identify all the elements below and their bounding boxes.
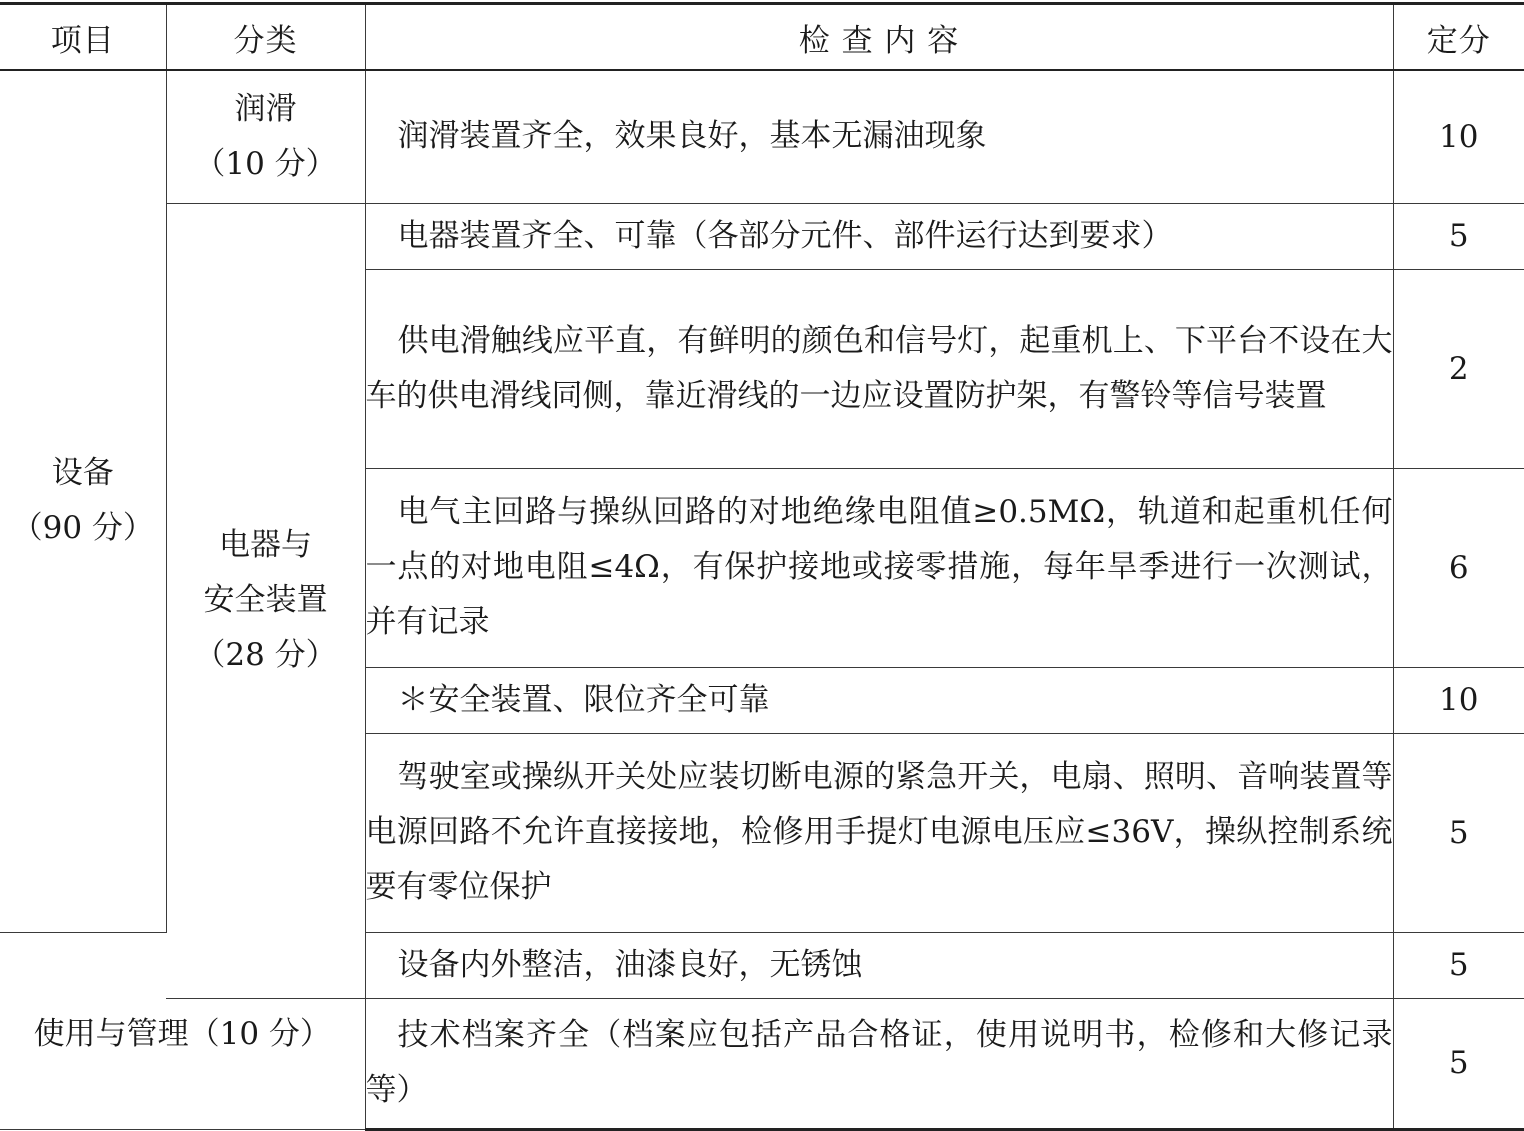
- row-content: 设备内外整洁，油漆良好，无锈蚀: [365, 932, 1393, 998]
- row-content: 电气主回路与操纵回路的对地绝缘电阻值≥0.5MΩ，轨道和起重机任何一点的对地电阻≤4Ω，有保护接地或接零措施，每年旱季进行一次测试，并有记录: [365, 468, 1393, 667]
- table-row: [0, 70, 1524, 203]
- row-score: 10: [1393, 70, 1524, 203]
- header-item: 项目: [0, 4, 166, 71]
- table-row: [0, 203, 1524, 269]
- row-content: ＊安全装置、限位齐全可靠: [365, 667, 1393, 733]
- category-lubrication-points: （10 分）: [194, 145, 337, 182]
- row-content: 技术档案齐全（档案应包括产品合格证，使用说明书，检修和大修记录等）: [365, 998, 1393, 1129]
- row-score: 10: [1393, 667, 1524, 733]
- category-electrical-name-1: 电器与: [219, 527, 312, 563]
- group-equipment: [0, 70, 166, 932]
- group-equipment-name: 设备: [51, 455, 114, 492]
- category-lubrication-name: 润滑: [234, 90, 297, 127]
- row-content: 电器装置齐全、可靠（各部分元件、部件运行达到要求）: [365, 203, 1393, 269]
- header-score: 定分: [1393, 4, 1524, 71]
- row-content: 润滑装置齐全，效果良好，基本无漏油现象: [365, 70, 1393, 203]
- row-content: 供电滑触线应平直，有鲜明的颜色和信号灯，起重机上、下平台不设在大车的供电滑线同侧，靠近滑线的一边应设置防护架，有警铃等信号装置: [365, 269, 1393, 468]
- row-score: 5: [1393, 733, 1524, 932]
- category-lubrication: [166, 70, 365, 203]
- row-score: 5: [1393, 998, 1524, 1129]
- header-category: 分类: [166, 4, 365, 71]
- header-content: 检 查 内 容: [365, 4, 1393, 71]
- table-row: [0, 932, 1524, 998]
- row-score: 5: [1393, 203, 1524, 269]
- inspection-table: [0, 2, 1524, 1131]
- category-electrical-name-2: 安全装置: [203, 582, 328, 618]
- row-score: 2: [1393, 269, 1524, 468]
- group-equipment-points: （90 分）: [11, 510, 154, 547]
- row-score: 5: [1393, 932, 1524, 998]
- group-management-name: 使用与管理（10 分）: [33, 1016, 331, 1052]
- category-electrical: [166, 203, 365, 998]
- row-content: 驾驶室或操纵开关处应装切断电源的紧急开关，电扇、照明、音响装置等电源回路不允许直接接地，检修用手提灯电源电压应≤36V，操纵控制系统要有零位保护: [365, 733, 1393, 932]
- category-electrical-points: （28 分）: [194, 637, 337, 673]
- group-management: [0, 932, 365, 1129]
- row-score: 6: [1393, 468, 1524, 667]
- header-row: [0, 4, 1524, 71]
